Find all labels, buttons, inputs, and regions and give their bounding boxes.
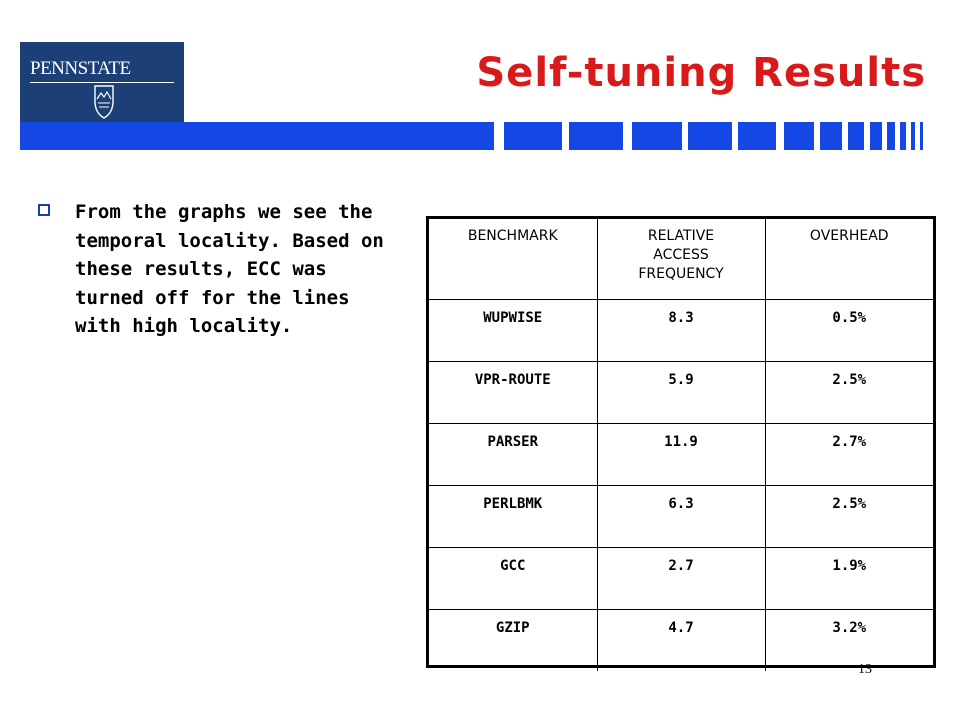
overhead-cell: 2.5% xyxy=(765,485,933,547)
header-bar-block xyxy=(504,122,562,150)
pennstate-logo xyxy=(20,42,184,122)
overhead-cell: 2.7% xyxy=(765,423,933,485)
bullet-text: From the graphs we see the temporal locality. Based on these results, ECC was turned off for the lines with high locality. xyxy=(75,201,384,337)
bullet-square-icon xyxy=(38,204,50,216)
table-row xyxy=(429,423,933,485)
header-bar-block xyxy=(738,122,776,150)
frequency-cell: 6.3 xyxy=(597,485,765,547)
benchmark-cell: VPR-ROUTE xyxy=(429,361,597,423)
header-bar-main xyxy=(20,122,494,150)
table-row xyxy=(429,547,933,609)
overhead-cell: 0.5% xyxy=(765,299,933,361)
header-overhead: OVERHEAD xyxy=(765,219,933,299)
logo-rule xyxy=(30,82,174,83)
overhead-cell: 2.5% xyxy=(765,361,933,423)
frequency-cell: 8.3 xyxy=(597,299,765,361)
page-number: 13 xyxy=(858,662,872,677)
overhead-cell: 3.2% xyxy=(765,609,933,671)
table-row xyxy=(429,485,933,547)
shield-icon xyxy=(94,85,114,119)
benchmark-cell: WUPWISE xyxy=(429,299,597,361)
header-bar-block xyxy=(688,122,732,150)
header-line: RELATIVE xyxy=(647,228,715,244)
header-bar-block xyxy=(632,122,682,150)
header-bar-block xyxy=(848,122,864,150)
table-row xyxy=(429,299,933,361)
benchmark-cell: PARSER xyxy=(429,423,597,485)
frequency-cell: 11.9 xyxy=(597,423,765,485)
table-header-row xyxy=(429,219,933,299)
slide-title: Self-tuning Results xyxy=(476,50,926,96)
frequency-cell: 4.7 xyxy=(597,609,765,671)
header-bar xyxy=(20,122,930,150)
header-line: FREQUENCY xyxy=(638,266,724,282)
header-benchmark: BENCHMARK xyxy=(429,219,597,299)
table-row xyxy=(429,361,933,423)
header-bar-block xyxy=(911,122,915,150)
frequency-cell: 2.7 xyxy=(597,547,765,609)
header-bar-block xyxy=(900,122,906,150)
header-line: ACCESS xyxy=(653,247,709,263)
results-table xyxy=(426,216,936,668)
header-bar-block xyxy=(887,122,895,150)
header-bar-block xyxy=(569,122,623,150)
benchmark-cell: GZIP xyxy=(429,609,597,671)
overhead-cell: 1.9% xyxy=(765,547,933,609)
benchmark-cell: PERLBMK xyxy=(429,485,597,547)
logo-wordmark: PENNSTATE xyxy=(30,58,131,79)
header-relative-access-frequency xyxy=(597,219,765,299)
header-bar-block xyxy=(784,122,814,150)
header-bar-block xyxy=(870,122,882,150)
header-bar-block xyxy=(820,122,842,150)
frequency-cell: 5.9 xyxy=(597,361,765,423)
benchmark-cell: GCC xyxy=(429,547,597,609)
header-bar-block xyxy=(920,122,923,150)
